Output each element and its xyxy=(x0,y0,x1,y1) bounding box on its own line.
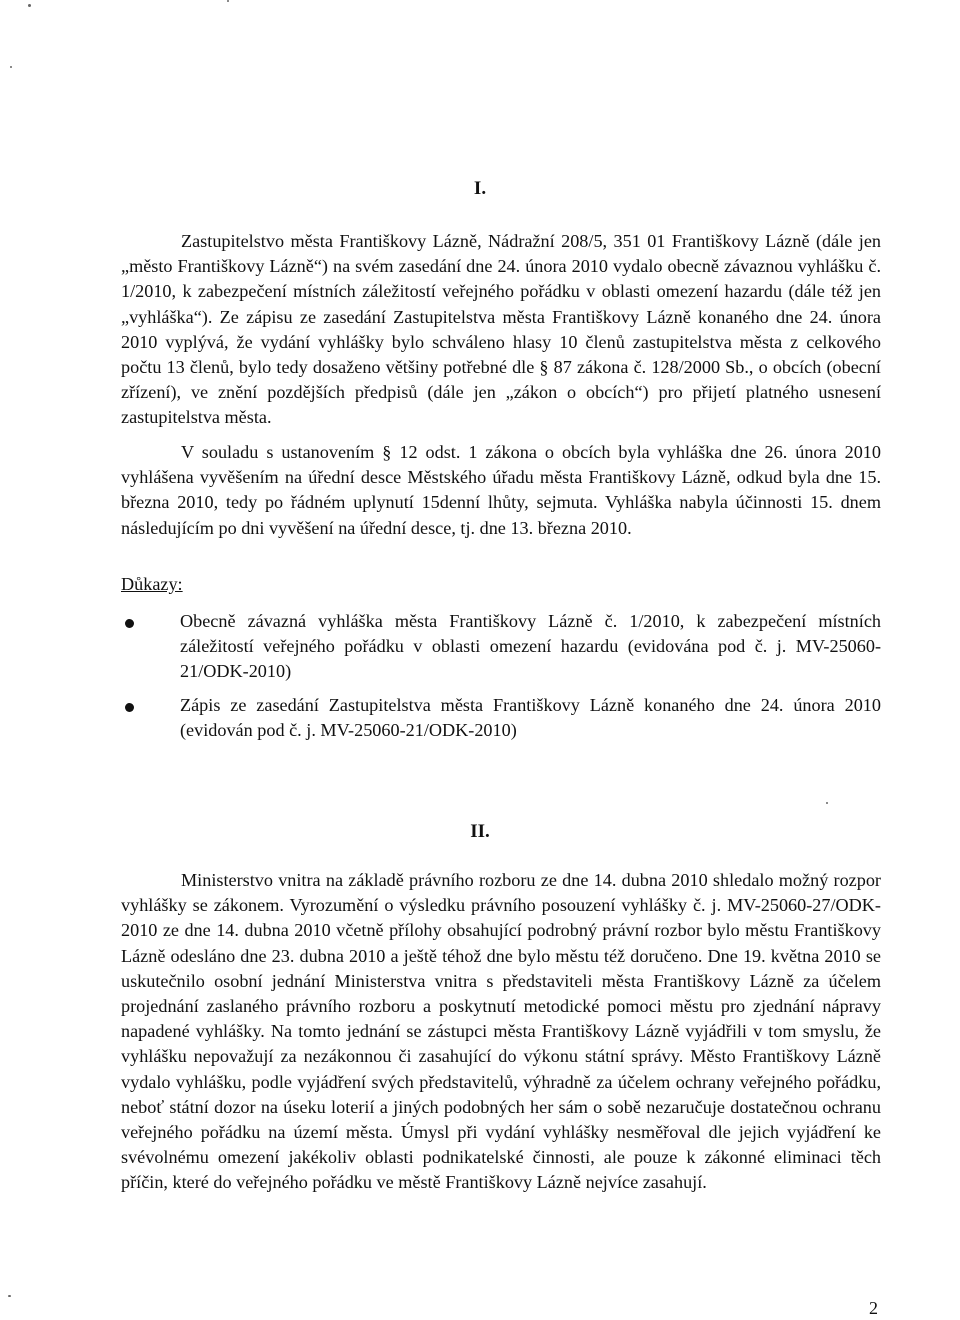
section-1-heading: I. xyxy=(473,178,487,199)
evidence-item-text: Obecně závazná vyhláška města Františkovy Lázně č. 1/2010, k zabezpečení místních záležitostí veřejného pořádku v oblasti omezení hazardu (evidována pod č. j. MV-25060-21/ODK-2010) xyxy=(180,611,881,682)
bullet-icon xyxy=(125,619,134,628)
section-1-paragraph-2 xyxy=(121,440,881,541)
section-2-paragraph-1 xyxy=(121,868,881,1196)
evidence-label: Důkazy: xyxy=(121,574,183,594)
scan-speck xyxy=(28,4,31,7)
evidence-item-text: Zápis ze zasedání Zastupitelstva města Františkovy Lázně konaného dne 24. února 2010 (evidován pod č. j. MV-25060-21/ODK-2010) xyxy=(180,695,881,741)
section-1-paragraph-1 xyxy=(121,229,881,431)
section-2-paragraph-1-text: Ministerstvo vnitra na základě právního rozboru ze dne 14. dubna 2010 shledalo možný rozpor vyhlášky se zákonem. Vyrozumění o výsledku právního posouzení vyhlášky č. j. MV-25060-27/ODK-2010 ze dne 14. dubna 2010 včetně přílohy obsahující podrobný právní rozbor bylo městu Františkovy Lázně odesláno dne 23. dubna 2010 a ještě téhož dne bylo městu též doručeno. Dne 19. května 2010 se uskutečnilo osobní jednání Ministerstva vnitra s představiteli města Františkovy Lázně za účelem projednání zaslaného právního rozboru a poskytnutí metodické pomoci městu pro zjednání nápravy napadené vyhlášky. Na tomto jednání se zástupci města Františkovy Lázně vyjádřili v tom smyslu, že vyhlášku nepovažují za nezákonnou či zasahující do výkonu státní správy. Město Františkovy Lázně vydalo vyhlášku, podle vyjádření svých představitelů, výhradně za účelem ochrany veřejného pořádku, neboť státní dozor na úseku loterií a jiných podobných her sám o sobě nezaručuje dostatečnou ochranu veřejného pořádku na území města. Úmysl při vydání vyhlášky nesměřoval dle jejich vyjádření ke svévolnému omezení jakékoliv oblasti podnikatelské činnosti, ale pouze k zákonné eliminaci těch příčin, které do veřejného pořádku ve městě Františkovy Lázně nejvíce zasahují. xyxy=(121,870,881,1193)
evidence-item xyxy=(121,609,881,685)
section-1-paragraph-2-text: V souladu s ustanovením § 12 odst. 1 zákona o obcích byla vyhláška dne 26. února 2010 vyhlášena vyvěšením na úřední desce Městského úřadu města Františkovy Lázně, odkud byla dne 15. března 2010, tedy po řádném uplynutí 15denní lhůty, sejmuta. Vyhláška nabyla účinnosti 15. dnem následujícím po dni vyvěšení na úřední desce, tj. dne 13. března 2010. xyxy=(121,442,881,538)
section-2-heading: II. xyxy=(470,821,490,842)
evidence-item xyxy=(121,693,881,743)
section-1-paragraph-1-text: Zastupitelstvo města Františkovy Lázně, Nádražní 208/5, 351 01 Františkovy Lázně (dále jen „město Františkovy Lázně“) na svém zasedání dne 24. února 2010 vydalo obecně závaznou vyhlášku č. 1/2010, k zabezpečení místních záležitostí veřejného pořádku v oblasti omezení hazardu (dále též jen „vyhláška“). Ze zápisu ze zasedání Zastupitelstva města Františkovy Lázně konaného dne 24. února 2010 vyplývá, že vydání vyhlášky bylo schváleno hlasy 10 členů zastupitelstva města z celkového počtu 13 členů, bylo tedy dosaženo většiny potřebné dle § 87 zákona č. 128/2000 Sb., o obcích (obecní zřízení), ve znění pozdějších předpisů (dále jen „zákon o obcích“) pro přijetí platného usnesení zastupitelstva města. xyxy=(121,231,881,428)
scan-speck xyxy=(826,802,828,804)
bullet-icon xyxy=(125,703,134,712)
page-number: 2 xyxy=(869,1298,878,1318)
scan-speck xyxy=(227,0,229,2)
scan-speck xyxy=(8,1295,11,1297)
scan-speck xyxy=(10,66,12,68)
